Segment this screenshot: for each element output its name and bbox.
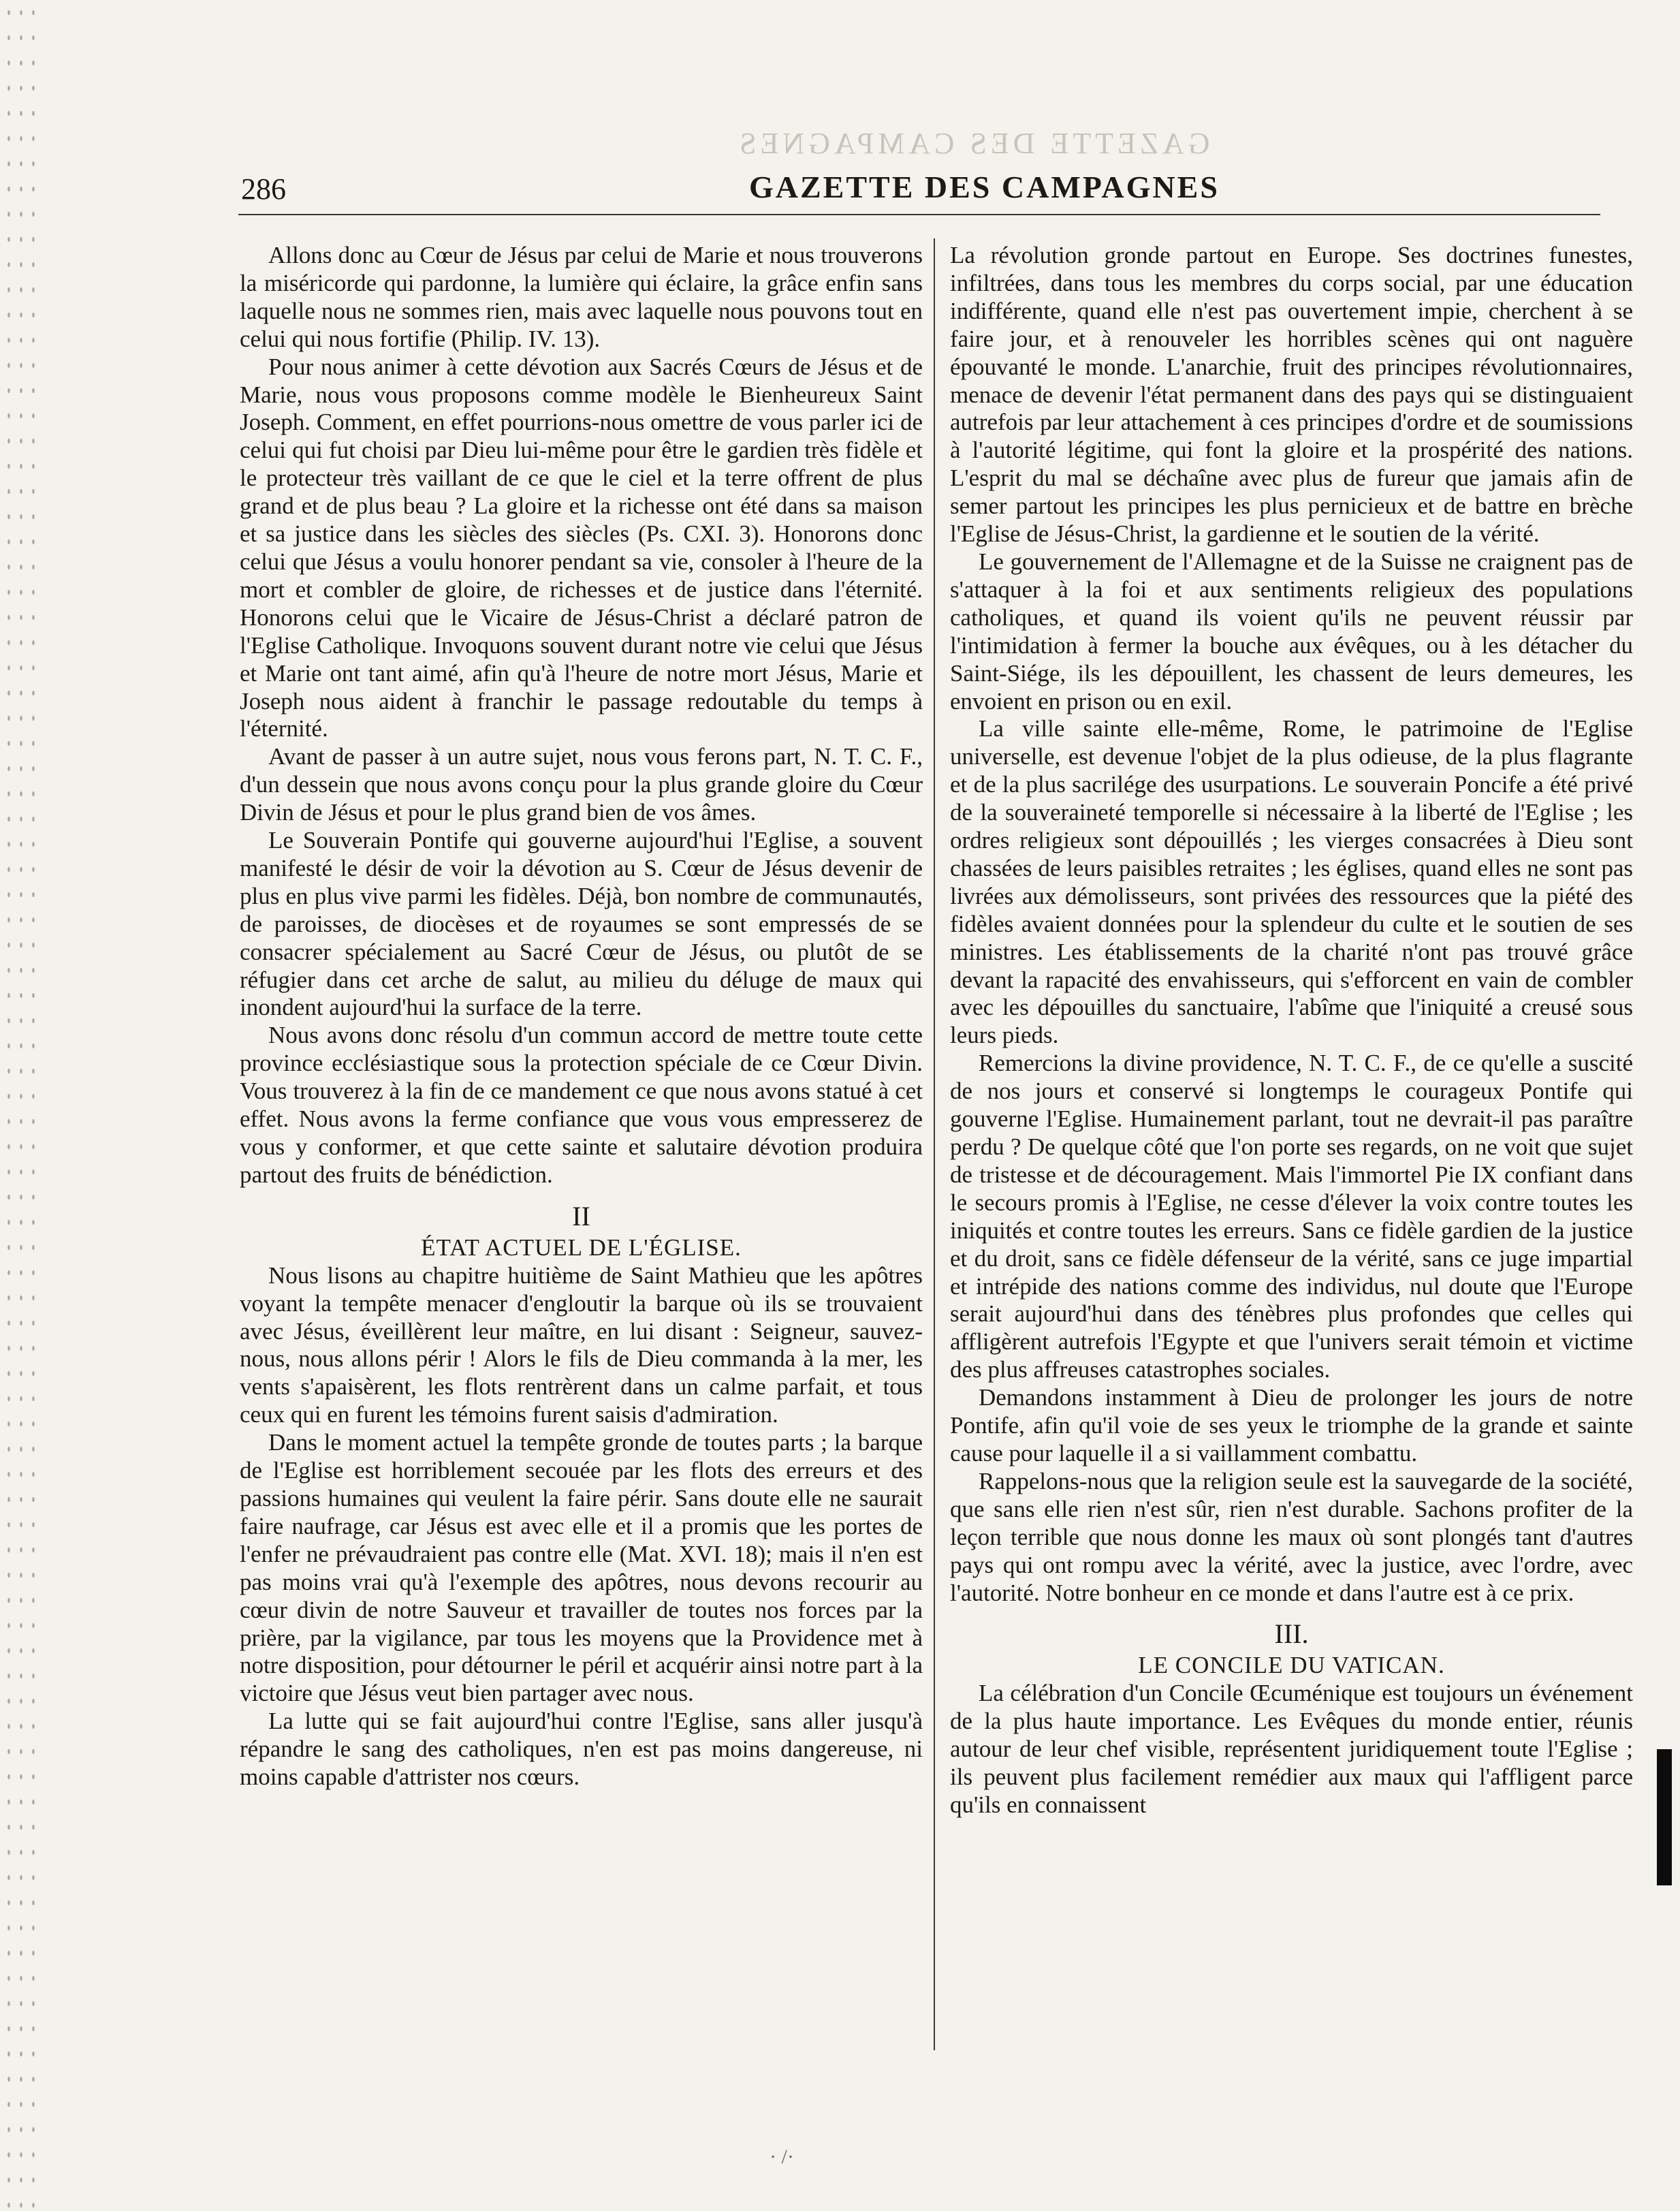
paragraph: Nous lisons au chapitre huitième de Saint Mathieu que les apôtres voyant la tempête menacer d'engloutir la barque où ils se trouvaient avec Jésus, éveillèrent leur maître, en lui disant : Seigneur, sauvez-nous, nous allons périr ! Alors le fils de Dieu commanda à la mer, les vents s'apaisèrent, les flots rentrèrent dans un calme parfait, et tous ceux qui en furent les témoins furent saisis d'admiration. (240, 1261, 923, 1428)
section-number: II (572, 1200, 590, 1232)
header-rule (238, 214, 1600, 215)
section-heading: ÉTAT ACTUEL DE L'ÉGLISE. (421, 1234, 742, 1261)
bottom-smudge: · /· (770, 2146, 794, 2168)
paragraph: La célébration d'un Concile Œcuménique est toujours un événement de la plus haute importance. Les Evêques du monde entier, réunis autour de leur chef visible, représentent juridiquement toute l'Eglise ; ils peuvent plus facilement remédier aux maux qui l'affligent parce qu'ils en connaissent (950, 1680, 1633, 1818)
bleed-through-title: GAZETTE DES CAMPAGNES (735, 127, 1210, 160)
page-header (238, 169, 1600, 210)
paragraph: Le gouvernement de l'Allemagne et de la Suisse ne craignent pas de s'attaquer à la foi et aux sentiments religieux des populations catholiques, et quand ils voient qu'ils ne peuvent réussir par l'intimidation à fermer la bouche aux évêques, ou à les détacher du Saint-Siége, ils les dépouillent, les chassent de leurs demeures, les envoient en prison ou en exil. (950, 548, 1633, 715)
paragraph: Allons donc au Cœur de Jésus par celui de Marie et nous trouverons la miséricorde qui pardonne, la lumière qui éclaire, la grâce enfin sans laquelle nous ne sommes rien, mais avec laquelle nous pouvons tout en celui qui nous fortifie (Philip. IV. 13). (240, 242, 923, 352)
page-number: 286 (241, 172, 286, 206)
binding-edge-marks (3, 0, 44, 2211)
edge-marker (1657, 1749, 1672, 1885)
column-divider (934, 238, 935, 2050)
paragraph: Remercions la divine providence, N. T. C. F., de ce qu'elle a suscité de nos jours et conservé si longtemps le courageux Pontife qui gouverne l'Eglise. Humainement parlant, tout ne devrait-il pas paraître perdu ? De quelque côté que l'on porte ses regards, on ne voit que sujet de tristesse et de découragement. Mais l'immortel Pie IX confiant dans le secours promis à l'Eglise, ne cesse d'élever la voix contre toutes les iniquités et contre toutes les erreurs. Sans ce fidèle gardien de la justice et du droit, sans ce fidèle défenseur de la vérité, sans ce juge impartial et intrépide des nations comme des individus, nul doute que l'Europe serait aujourd'hui dans des ténèbres plus profondes que celles qui affligèrent autrefois l'Egypte et que l'univers serait témoin et victime des plus affreuses catastrophes sociales. (950, 1050, 1633, 1383)
left-column (240, 242, 923, 1791)
paragraph: Rappelons-nous que la religion seule est la sauvegarde de la société, que sans elle rien n'est sûr, rien n'est durable. Sachons profiter de la leçon terrible que nous donne les maux où sont plongés tant d'autres pays qui ont rompu avec la vérité, avec la justice, avec l'ordre, avec l'autorité. Notre bonheur en ce monde et dans l'autre est à ce prix. (950, 1467, 1633, 1606)
paragraph: Pour nous animer à cette dévotion aux Sacrés Cœurs de Jésus et de Marie, nous vous proposons comme modèle le Bienheureux Saint Joseph. Comment, en effet pourrions-nous omettre de vous parler ici de celui qui fut choisi par Dieu lui-même pour être le gardien très fidèle et le protecteur très vaillant de ce que le ciel et la terre offrent de plus grand et de plus beau ? La gloire et la richesse ont été dans sa maison et sa justice dans les siècles des siècles (Ps. CXI. 3). Honorons donc celui que Jésus a voulu honorer pendant sa vie, consoler à l'heure de la mort et combler de gloire, de richesses et de justice dans l'éternité. Honorons celui que le Vicaire de Jésus-Christ a déclaré patron de l'Eglise Catholique. Invoquons souvent durant notre vie celui que Jésus et Marie ont tant aimé, afin qu'à l'heure de notre mort Jésus, Marie et Joseph nous aident à franchir le passage redoutable du temps à l'éternité. (240, 353, 923, 742)
section-heading: LE CONCILE DU VATICAN. (1138, 1652, 1445, 1679)
paragraph: La ville sainte elle-même, Rome, le patrimoine de l'Eglise universelle, est devenue l'objet de la plus odieuse, de la plus flagrante et de la plus sacrilége des usurpations. Le souverain Poncife a été privé de la souveraineté temporelle si nécessaire à la liberté de l'Eglise ; les ordres religieux sont dépouillés ; les vierges consacrées à Dieu sont chassées de leurs paisibles retraites ; les églises, quand elles ne sont pas livrées aux démolisseurs, sont privées des ressources que la piété des fidèles avaient données pour la splendeur du culte et le soutien de ses ministres. Les établissements de la charité n'ont pas trouvé grâce devant la rapacité des envahisseurs, qui s'efforcent en vain de combler avec les dépouilles du sanctuaire, l'abîme que l'iniquité a creusé sous leurs pieds. (950, 715, 1633, 1049)
paragraph: Avant de passer à un autre sujet, nous vous ferons part, N. T. C. F., d'un dessein que nous avons conçu pour la plus grande gloire du Cœur Divin de Jésus et pour le plus grand bien de vos âmes. (240, 743, 923, 826)
right-column (950, 242, 1633, 1819)
paragraph: Dans le moment actuel la tempête gronde de toutes parts ; la barque de l'Eglise est horriblement secouée par les flots des erreurs et des passions humaines qui veulent la faire périr. Sans doute elle ne saurait faire naufrage, car Jésus est avec elle et il a promis que les portes de l'enfer ne prévaudraient pas contre elle (Mat. XVI. 18); mais il n'en est pas moins vrai qu'à l'exemple des apôtres, nous devons recourir au cœur divin de notre Sauveur et travailler de toutes nos forces par la prière, par la vigilance, par tous les moyens que la Providence met à notre disposition, pour détourner le péril et acquérir ainsi notre part à la victoire que Jésus veut bien partager avec nous. (240, 1429, 923, 1707)
paragraph: Le Souverain Pontife qui gouverne aujourd'hui l'Eglise, a souvent manifesté le désir de voir la dévotion au S. Cœur de Jésus devenir de plus en plus vive parmi les fidèles. Déjà, bon nombre de communautés, de paroisses, de diocèses et de royaumes se sont empressés de se consacrer spécialement au Sacré Cœur de Jésus, ou plutôt de se réfugier dans cet arche de salut, au milieu du déluge de maux qui inondent aujourd'hui la surface de la terre. (240, 827, 923, 1021)
paragraph: La révolution gronde partout en Europe. Ses doctrines funestes, infiltrées, dans tous les membres du corps social, par une éducation indifférente, quand elle n'est pas ouvertement impie, cherchent à se faire jour, et à renouveler les horribles scènes qui ont naguère épouvanté le monde. L'anarchie, fruit des principes révolutionnaires, menace de devenir l'état permanent dans des pays qui se distinguaient autrefois par leur attachement à ces principes d'ordre et de soumissions à l'autorité légitime, qui font la gloire et la prospérité des nations. L'esprit du mal se déchaîne avec plus de fureur que jamais afin de semer partout les principes les plus pernicieux et de battre en brèche l'Eglise de Jésus-Christ, la gardienne et le soutien de la vérité. (950, 242, 1633, 548)
paragraph: Demandons instamment à Dieu de prolonger les jours de notre Pontife, afin qu'il voie de ses yeux le triomphe de la grande et sainte cause pour laquelle il a si vaillamment combattu. (950, 1384, 1633, 1467)
paragraph: La lutte qui se fait aujourd'hui contre l'Eglise, sans aller jusqu'à répandre le sang des catholiques, n'en est pas moins dangereuse, ni moins capable d'attrister nos cœurs. (240, 1708, 923, 1791)
section-number: III. (1274, 1618, 1309, 1650)
running-title: GAZETTE DES CAMPAGNES (749, 170, 1220, 204)
paragraph: Nous avons donc résolu d'un commun accord de mettre toute cette province ecclésiastique sous la protection spéciale de ce Cœur Divin. Vous trouverez à la fin de ce mandement ce que nous avons statué à cet effet. Nous avons la ferme confiance que vous vous empresserez de vous y conformer, et que cette sainte et salutaire dévotion produira partout des fruits de bénédiction. (240, 1022, 923, 1188)
